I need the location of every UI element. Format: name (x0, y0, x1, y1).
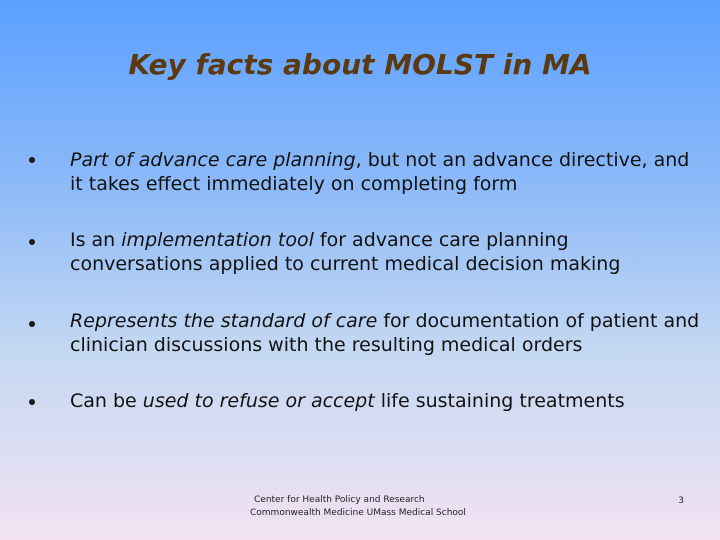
footer-institution (250, 494, 466, 520)
bullet-3-seg-1: Represents the standard of care (70, 310, 378, 332)
bullet-4-seg-3: life sustaining treatments (374, 390, 625, 412)
footer-line-2: Commonwealth Medicine UMass Medical School (250, 508, 466, 518)
bullet-3-seg-2: for documentation of patient and clinician discussions with the resulting medical orders (70, 310, 700, 356)
bullet-2-seg-1: Is an (70, 229, 122, 251)
bullet-item-1 (70, 148, 700, 196)
bullet-2-seg-2: implementation tool (121, 229, 314, 251)
bullet-dot-icon (29, 157, 35, 163)
bullet-1-seg-2: , but not an advance directive, and it takes effect immediately on completing form (70, 149, 690, 195)
bullet-dot-icon (29, 321, 35, 327)
bullet-1-seg-1: Part of advance care planning (70, 149, 356, 171)
bullet-4-seg-1: Can be (70, 390, 143, 412)
footer-line-1: Center for Health Policy and Research (254, 495, 425, 505)
bullet-dot-icon (29, 399, 35, 405)
bullet-2-seg-3: for advance care planning conversations applied to current medical decision making (70, 229, 621, 275)
bullet-item-3 (70, 309, 700, 357)
bullet-item-2 (70, 228, 700, 276)
bullet-dot-icon (29, 239, 35, 245)
slide-title: Key facts about MOLST in MA (128, 48, 592, 81)
page-number: 3 (678, 496, 684, 506)
bullet-item-4 (70, 389, 700, 413)
bullet-4-seg-2: used to refuse or accept (142, 390, 375, 412)
